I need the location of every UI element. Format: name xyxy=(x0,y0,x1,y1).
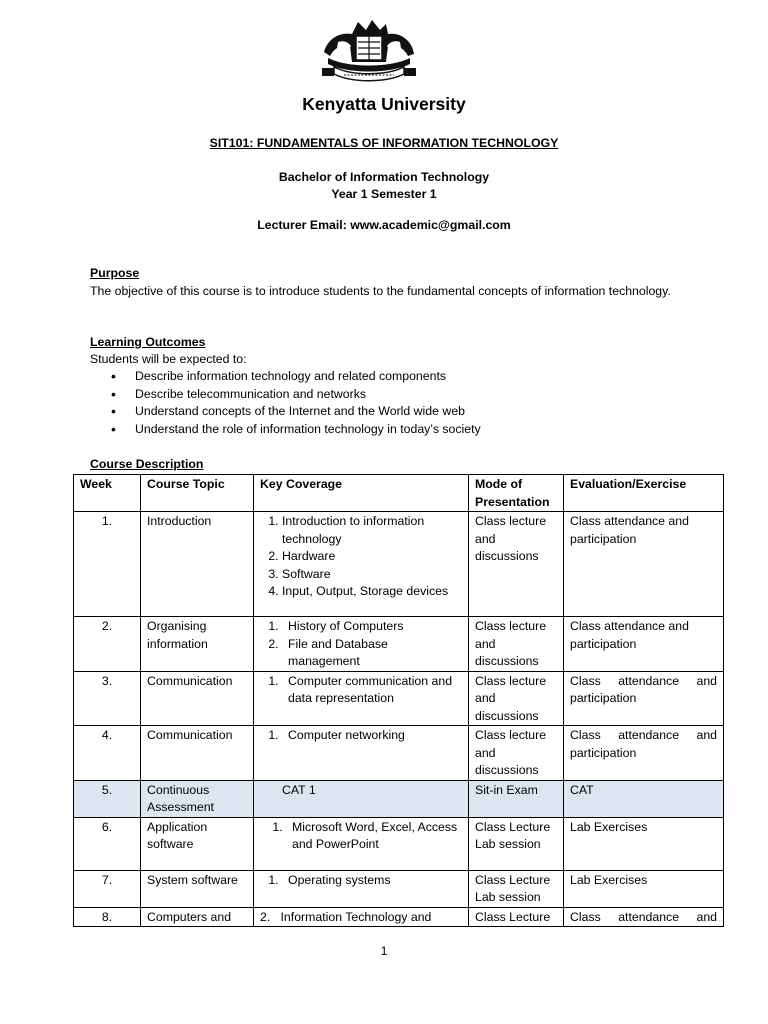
list-item: • Understand concepts of the Internet and the World wide web xyxy=(135,403,481,421)
week-cell: 5. xyxy=(74,780,141,817)
week-cell: 4. xyxy=(74,726,141,781)
coverage-item: 1. Introduction to information technology xyxy=(282,513,462,548)
topic-cell: Computers and xyxy=(141,907,254,927)
topic-cell: System software xyxy=(141,870,254,907)
topic-cell: Continuous Assessment xyxy=(141,780,254,817)
mode-cell: Class Lecture xyxy=(469,907,564,927)
evaluation-cell: Class attendance and participation xyxy=(564,617,724,672)
mode-cell: Class lecture and discussions xyxy=(469,512,564,617)
course-description-heading: Course Description xyxy=(90,457,204,471)
week-cell: 7. xyxy=(74,870,141,907)
topic-cell: Communication xyxy=(141,726,254,781)
week-cell: 8. xyxy=(74,907,141,927)
coverage-cell xyxy=(254,512,469,617)
coverage-item: 2. Hardware xyxy=(282,548,462,566)
column-header-coverage: Key Coverage xyxy=(254,475,469,512)
list-item: • Describe information technology and related components xyxy=(135,368,481,386)
topic-cell: Introduction xyxy=(141,512,254,617)
programme-name: Bachelor of Information Technology xyxy=(278,170,490,184)
course-title: SIT101: FUNDAMENTALS OF INFORMATION TECHNOLOGY xyxy=(209,136,559,150)
mode-cell: Sit-in Exam xyxy=(469,780,564,817)
table-row xyxy=(74,726,724,781)
coverage-item: 3. Software xyxy=(282,566,462,584)
table-row xyxy=(74,907,724,927)
column-header-week: Week xyxy=(74,475,141,512)
table-row xyxy=(74,870,724,907)
column-header-mode: Mode of Presentation xyxy=(469,475,564,512)
column-header-evaluation: Evaluation/Exercise xyxy=(564,475,724,512)
learning-outcomes-heading: Learning Outcomes xyxy=(90,335,206,349)
mode-line: Class Lecture xyxy=(475,872,551,887)
column-header-topic: Course Topic xyxy=(141,475,254,512)
coverage-item: 2. File and Database management xyxy=(282,636,462,671)
coverage-item: 1. Microsoft Word, Excel, Access and PowerPoint xyxy=(286,819,462,854)
coverage-item: 1. Operating systems xyxy=(282,872,462,890)
evaluation-cell: Class attendance and participation xyxy=(564,512,724,617)
mode-cell: Class lecture and discussions xyxy=(469,617,564,672)
evaluation-cell: Class attendance and participation xyxy=(564,671,724,726)
topic-cell: Communication xyxy=(141,671,254,726)
learning-outcomes-list xyxy=(90,368,481,438)
mode-line: Lab session xyxy=(475,890,541,904)
course-description-table xyxy=(73,474,724,927)
university-crest-logo xyxy=(318,12,420,86)
table-row xyxy=(74,671,724,726)
coverage-item: 1. Computer networking xyxy=(282,727,462,745)
coverage-cell xyxy=(254,907,469,927)
week-cell: 3. xyxy=(74,671,141,726)
list-item: • Describe telecommunication and networks xyxy=(135,386,481,404)
coverage-item: 1. Computer communication and data representation xyxy=(282,673,462,708)
lecturer-email: Lecturer Email: www.academic@gmail.com xyxy=(257,218,511,232)
table-header-row xyxy=(74,475,724,512)
university-name: Kenyatta University xyxy=(302,94,466,114)
mode-line: Class Lecture xyxy=(475,819,551,834)
page-number: 1 xyxy=(380,944,388,958)
mode-cell: Class lecture and discussions xyxy=(469,671,564,726)
learning-outcomes-intro: Students will be expected to: xyxy=(90,352,247,366)
week-cell: 2. xyxy=(74,617,141,672)
mode-cell: Class lecture and discussions xyxy=(469,726,564,781)
coverage-cell xyxy=(254,617,469,672)
coverage-cell xyxy=(254,817,469,870)
coverage-item: 4. Input, Output, Storage devices xyxy=(282,583,462,601)
evaluation-cell: CAT xyxy=(564,780,724,817)
topic-cell: Application software xyxy=(141,817,254,870)
topic-cell: Organising information xyxy=(141,617,254,672)
coverage-cell: CAT 1 xyxy=(254,780,469,817)
purpose-text: The objective of this course is to introduce students to the fundamental concepts of information technology. xyxy=(90,284,671,298)
coverage-cell xyxy=(254,671,469,726)
mode-cell xyxy=(469,817,564,870)
table-row-highlighted xyxy=(74,780,724,817)
evaluation-cell: Class attendance and participation xyxy=(564,726,724,781)
evaluation-cell: Class attendance and xyxy=(564,907,724,927)
mode-line: Lab session xyxy=(475,837,541,851)
list-item: • Understand the role of information technology in today’s society xyxy=(135,421,481,439)
coverage-item: 1. History of Computers xyxy=(282,618,462,636)
table-row xyxy=(74,617,724,672)
mode-cell xyxy=(469,870,564,907)
week-cell: 6. xyxy=(74,817,141,870)
week-cell: 1. xyxy=(74,512,141,617)
table-row xyxy=(74,512,724,617)
year-semester: Year 1 Semester 1 xyxy=(331,187,437,201)
coverage-cell xyxy=(254,870,469,907)
coverage-cell xyxy=(254,726,469,781)
table-row xyxy=(74,817,724,870)
coverage-item: Information Technology and xyxy=(280,909,432,924)
evaluation-cell: Lab Exercises xyxy=(564,817,724,870)
evaluation-cell: Lab Exercises xyxy=(564,870,724,907)
coverage-number: 2. xyxy=(260,909,271,924)
purpose-heading: Purpose xyxy=(90,266,140,280)
